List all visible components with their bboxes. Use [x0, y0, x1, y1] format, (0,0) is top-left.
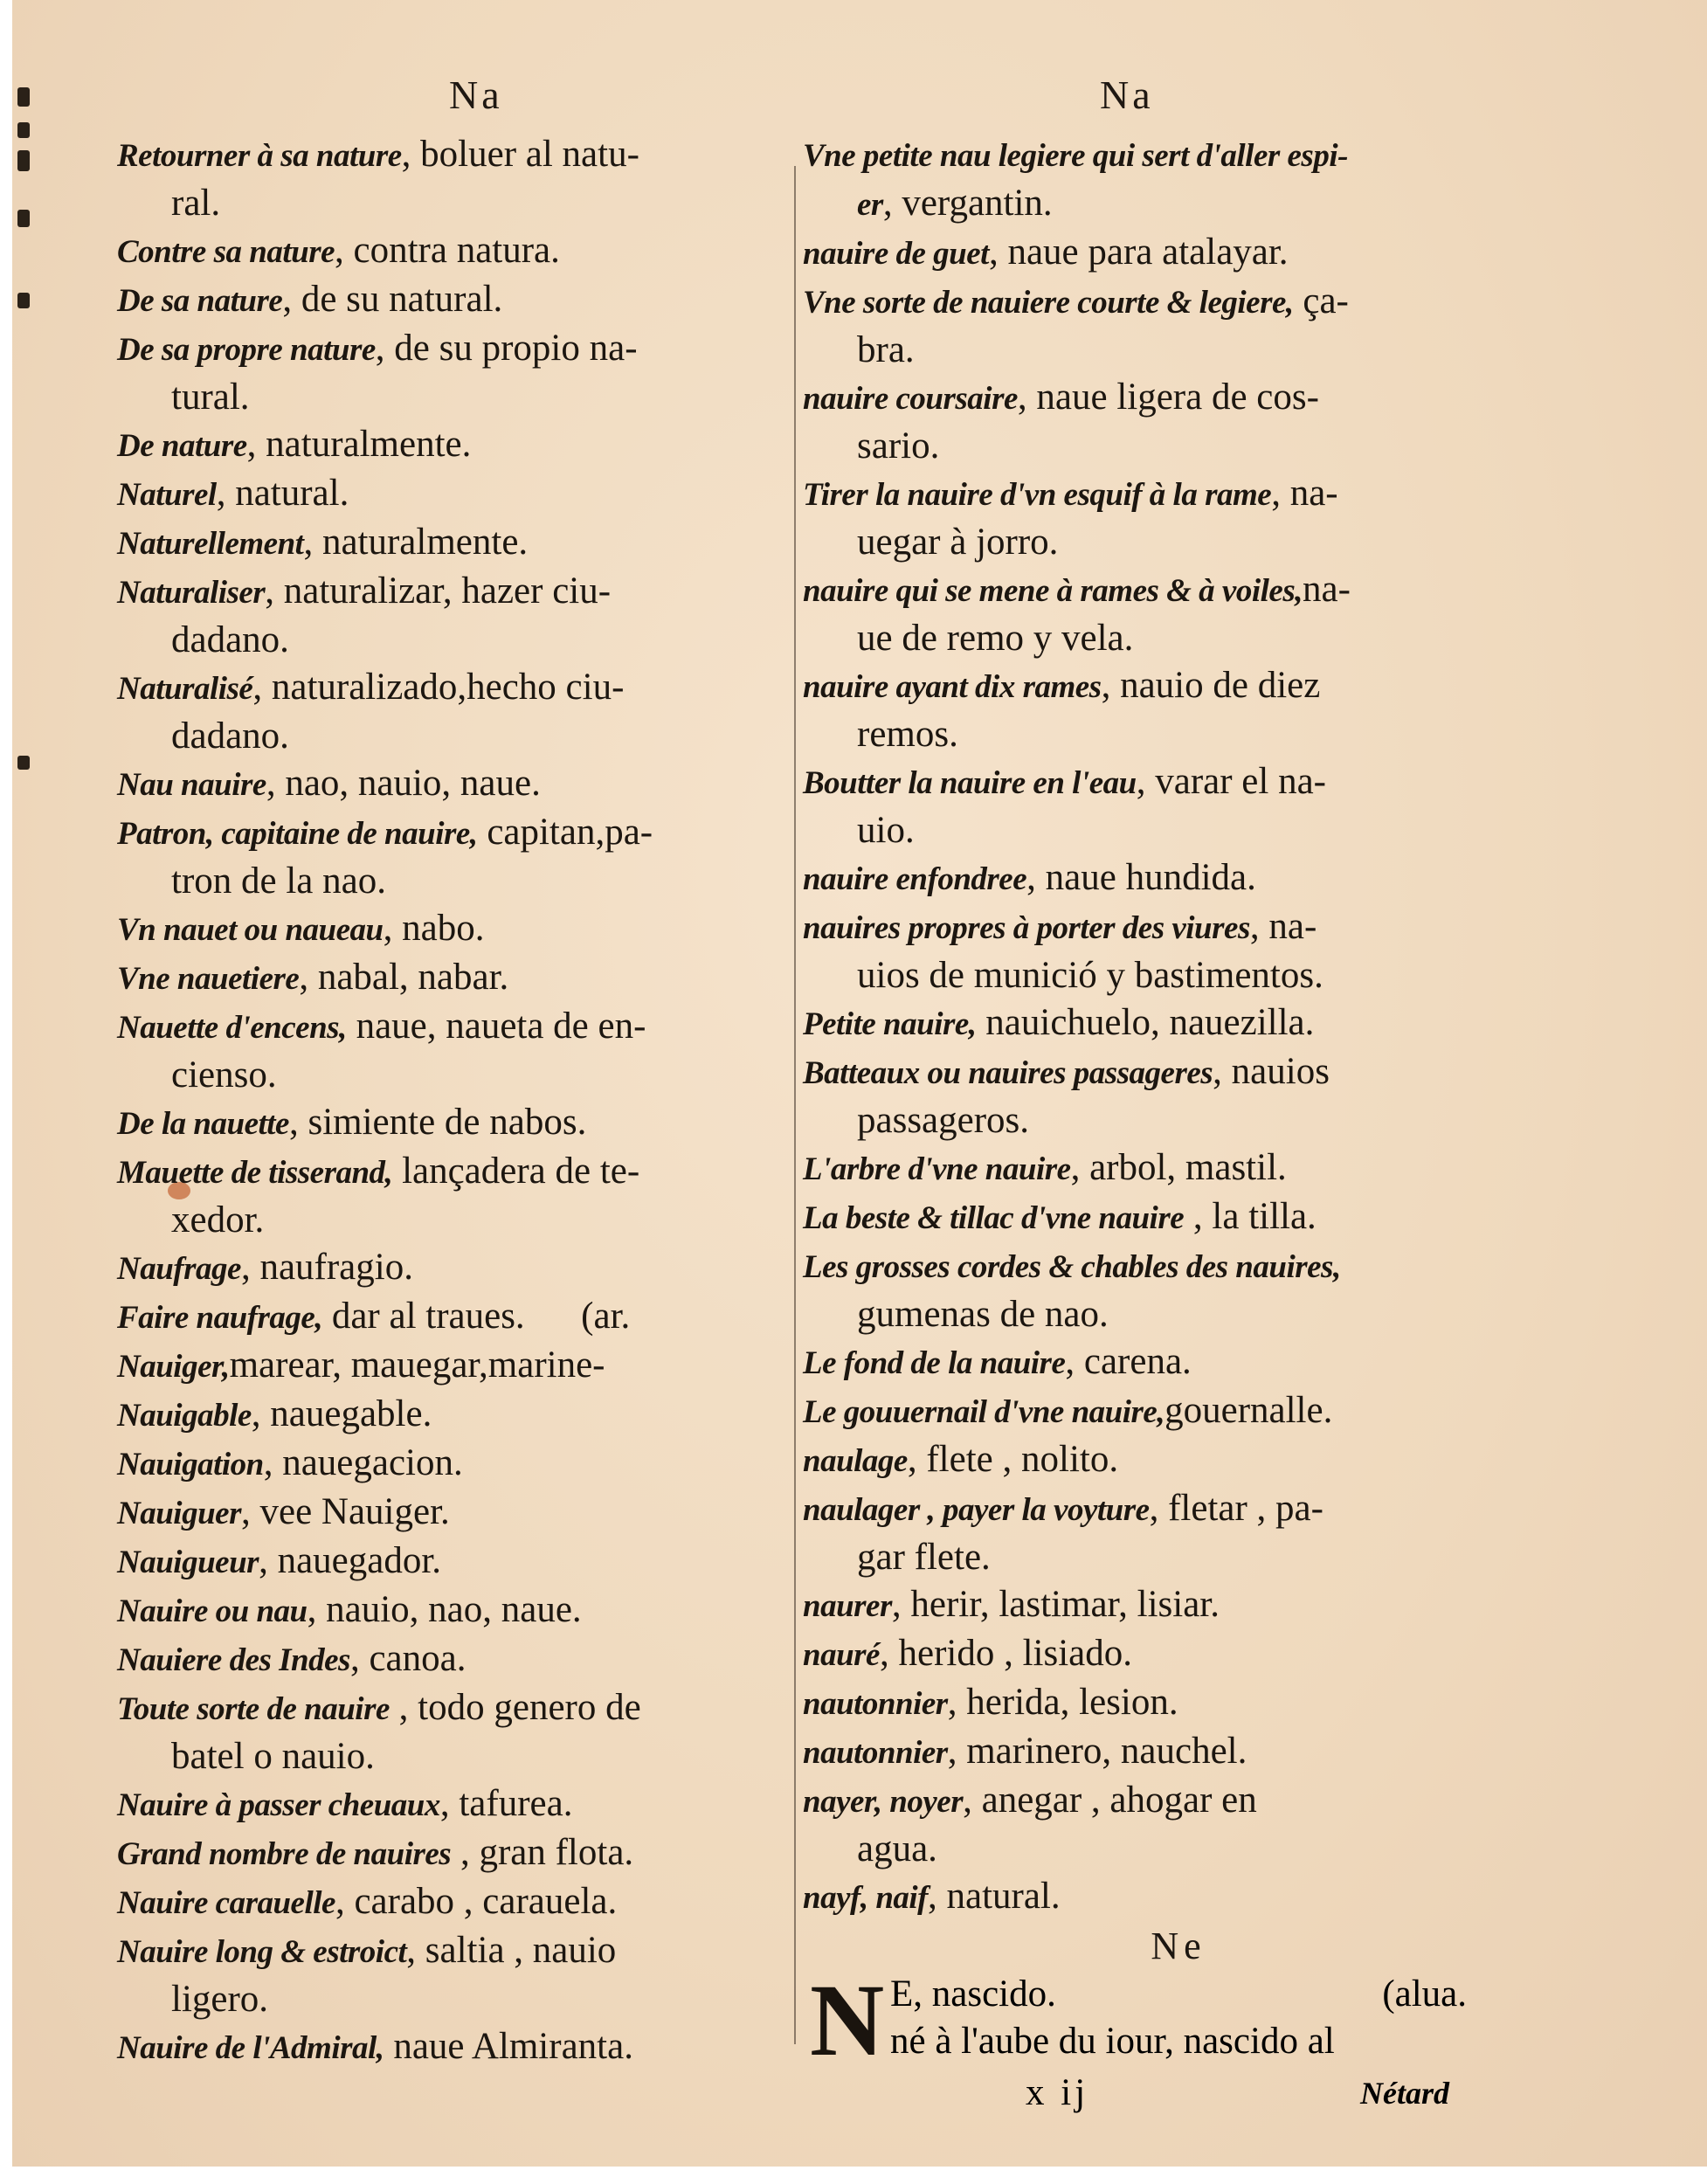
headword: Vn nauet ou naueau	[117, 912, 384, 948]
headword: L'arbre d'vne nauire	[803, 1151, 1071, 1187]
headword: nauire enfondree	[803, 861, 1027, 897]
headword: Patron, capitaine de nauire,	[117, 816, 478, 852]
translation: naue Almiranta.	[384, 2026, 633, 2067]
headword: Faire naufrage,	[117, 1300, 323, 1336]
column-separator	[794, 166, 796, 2044]
dictionary-entry	[117, 1391, 781, 1440]
headword: Toute sorte de nauire	[117, 1691, 390, 1727]
headword: nauires propres à porter des viures	[803, 910, 1250, 946]
translation: , marinero, nauchel.	[947, 1731, 1247, 1772]
right-running-head: Na	[1100, 73, 1154, 117]
dictionary-entry	[803, 1485, 1484, 1581]
left-entries	[117, 131, 781, 2072]
headword: Batteaux ou nauires passageres	[803, 1055, 1213, 1091]
translation: , nauegador.	[259, 1540, 442, 1581]
dictionary-entry	[803, 131, 1484, 229]
translation: , naturalizar, hazer ciu-	[265, 570, 612, 612]
section-heading: Ne	[1151, 1925, 1206, 1967]
translation: , herir, lastimar, lisiar.	[891, 1584, 1220, 1625]
dictionary-entry	[117, 1586, 781, 1635]
translation: lançadera de te-	[392, 1151, 640, 1192]
dictionary-entry	[117, 1244, 781, 1293]
headword: Le gouuernail d'vne nauire,	[803, 1394, 1165, 1430]
dictionary-entry	[117, 1780, 781, 1829]
translation: naue, naueta de en-	[346, 1006, 646, 1047]
headword: Nauigation	[117, 1447, 264, 1482]
continuation: agua.	[857, 1828, 937, 1870]
translation: , naue ligera de cos-	[1017, 377, 1319, 418]
translation: , herida, lesion.	[947, 1682, 1178, 1723]
right-entries	[803, 131, 1484, 2118]
headword: Nauigueur	[117, 1545, 259, 1580]
dictionary-entry	[803, 1728, 1484, 1777]
continuation: xedor.	[171, 1199, 265, 1241]
dictionary-entry	[117, 1878, 781, 1927]
headword: Les grosses cordes & chables des nauires,	[803, 1249, 1341, 1285]
dictionary-entry	[803, 1873, 1484, 1922]
translation: , varar el na-	[1136, 761, 1326, 802]
continuation: cienso.	[171, 1054, 277, 1095]
continuation: remos.	[857, 714, 958, 755]
gutter-edge-marks	[12, 0, 47, 786]
headword: De la nauette	[117, 1106, 289, 1142]
headword: nayer, noyer	[803, 1784, 964, 1820]
dictionary-entry	[803, 1387, 1484, 1436]
continuation: tron de la nao.	[171, 860, 386, 902]
translation: , de su natural.	[282, 279, 503, 320]
headword: De sa propre nature	[117, 332, 376, 368]
headword: Retourner à sa nature	[117, 138, 402, 174]
translation: nascido al	[1173, 2021, 1335, 2062]
headword: Grand nombre de nauires	[117, 1836, 452, 1872]
headword: Naufrage	[117, 1251, 241, 1287]
dictionary-entry	[803, 1048, 1484, 1144]
translation: , naturalizado,hecho ciu-	[252, 667, 625, 708]
continuation: batel o nauio.	[171, 1736, 375, 1777]
dictionary-entry	[803, 374, 1484, 470]
headword: Boutter la nauire en l'eau	[803, 765, 1137, 801]
translation: , flete , nolito.	[907, 1439, 1119, 1480]
headword: Nauire long & estroict	[117, 1934, 407, 1970]
headword: naulage	[803, 1443, 908, 1479]
continuation: passageros.	[857, 1100, 1030, 1141]
translation: , nauio de diez	[1101, 665, 1321, 706]
headword: nautonnier	[803, 1686, 948, 1722]
translation: , canoa.	[349, 1638, 466, 1679]
headword: Nauiger,	[117, 1349, 230, 1385]
translation: , nao, nauio, naue.	[266, 763, 541, 804]
continuation: uegar à jorro.	[857, 522, 1059, 563]
headword: né à l'aube du iour,	[890, 2021, 1174, 2062]
entry-text: E, nascido.	[890, 1973, 1056, 2015]
continuation: gumenas de nao.	[857, 1294, 1109, 1335]
dictionary-entry	[117, 954, 781, 1003]
translation: , natural.	[928, 1876, 1061, 1917]
translation: , carena.	[1065, 1341, 1192, 1382]
dictionary-entry	[803, 903, 1484, 999]
continuation: tural.	[171, 377, 250, 418]
translation: , naufragio.	[240, 1247, 413, 1288]
continuation: ue de remo y vela.	[857, 618, 1134, 659]
dictionary-entry	[117, 664, 781, 760]
dictionary-entry	[803, 1436, 1484, 1485]
translation: , tafurea.	[439, 1783, 573, 1824]
dictionary-entry	[803, 1242, 1484, 1338]
headword: Naturalisé	[117, 671, 253, 707]
headword: Nauire de l'Admiral,	[117, 2030, 384, 2066]
dictionary-entry	[803, 1144, 1484, 1193]
headword: nauire coursaire	[803, 381, 1018, 417]
dictionary-entry	[117, 2023, 781, 2072]
headword: Petite nauire,	[803, 1006, 977, 1042]
headword: Contre sa nature	[117, 234, 335, 270]
dictionary-entry	[117, 1635, 781, 1684]
headword: Naturaliser	[117, 575, 266, 611]
translation: , fletar , pa-	[1149, 1488, 1323, 1529]
translation: , carabo , carauela.	[335, 1881, 618, 1922]
continuation: ral.	[171, 183, 221, 224]
headword: De sa nature	[117, 283, 283, 319]
signature-mark: x ij	[1026, 2072, 1089, 2113]
dictionary-entry	[117, 1003, 781, 1099]
translation: , la tilla.	[1184, 1196, 1317, 1237]
translation: ça-	[1293, 280, 1349, 321]
dictionary-entry	[117, 1099, 781, 1148]
continuation: dadano.	[171, 715, 289, 757]
headword: Nauire carauelle	[117, 1885, 335, 1921]
dictionary-entry	[117, 1342, 781, 1391]
translation: na-	[1302, 569, 1351, 610]
translation: capitan,pa-	[477, 812, 653, 853]
dictionary-entry	[803, 1679, 1484, 1728]
translation: , vergantin.	[882, 183, 1053, 224]
headword: naurer	[803, 1588, 892, 1624]
dictionary-entry	[803, 1777, 1484, 1873]
translation: , arbol, mastil.	[1070, 1147, 1287, 1188]
dictionary-entry	[890, 2018, 1467, 2065]
translation: , de su propio na-	[375, 328, 638, 369]
dictionary-entry	[890, 1971, 1467, 2018]
translation: , na-	[1249, 906, 1317, 947]
continuation: ligero.	[171, 1979, 269, 2020]
dictionary-entry	[803, 1581, 1484, 1630]
headword: Naturel	[117, 477, 217, 513]
dictionary-entry	[117, 905, 781, 954]
translation: , nabo.	[383, 908, 485, 949]
translation: , vee Nauiger.	[240, 1491, 450, 1532]
translation: , contra natura.	[335, 230, 560, 271]
dictionary-entry	[117, 1829, 781, 1878]
headword: Vne sorte de nauiere courte & legiere,	[803, 285, 1294, 321]
headword: nauire qui se mene à rames & à voiles,	[803, 573, 1303, 609]
translation: gouernalle.	[1164, 1390, 1333, 1431]
headword: Vne petite nau legiere qui sert d'aller espi-	[803, 138, 1348, 174]
translation: , boluer al natu-	[401, 134, 639, 175]
dictionary-entry	[117, 325, 781, 421]
translation: , na-	[1271, 473, 1338, 514]
dictionary-entry	[117, 1293, 781, 1342]
dictionary-entry	[117, 1927, 781, 2023]
translation: , herido , lisiado.	[879, 1633, 1132, 1674]
headword: Le fond de la nauire	[803, 1345, 1066, 1381]
translation: , natural.	[216, 473, 349, 514]
dictionary-entry	[803, 1193, 1484, 1242]
book-page	[12, 0, 1707, 2167]
ne-section-start	[803, 1963, 1484, 2077]
translation: , gran flota.	[451, 1832, 634, 1873]
translation: nauichuelo, nauezilla.	[976, 1002, 1315, 1043]
headword: Nauire ou nau	[117, 1593, 308, 1629]
headword: Nauette d'encens,	[117, 1010, 347, 1046]
translation: , nauegable.	[251, 1393, 432, 1434]
headword: nautonnier	[803, 1735, 948, 1771]
dictionary-entry	[803, 662, 1484, 758]
dictionary-entry	[117, 227, 781, 276]
translation: , nabal, nabar.	[299, 957, 509, 998]
headword: Vne nauetiere	[117, 961, 300, 997]
dictionary-entry	[117, 1440, 781, 1489]
headword: La beste & tillac d'vne nauire	[803, 1200, 1185, 1236]
left-running-head: Na	[449, 73, 503, 117]
translation: , nauio, nao, naue.	[307, 1589, 582, 1630]
translation: , naturalmente.	[303, 522, 529, 563]
dictionary-entry	[803, 854, 1484, 903]
dictionary-entry	[117, 568, 781, 664]
translation: , simiente de nabos.	[288, 1102, 587, 1143]
continuation: dadano.	[171, 619, 289, 660]
translation: dar al traues. (ar.	[322, 1296, 631, 1337]
continuation: uio.	[857, 810, 915, 851]
dictionary-entry	[803, 278, 1484, 374]
continuation	[803, 180, 1484, 229]
dictionary-entry	[803, 470, 1484, 566]
dictionary-entry	[803, 229, 1484, 278]
headword: De nature	[117, 428, 247, 464]
headword: nauire de guet	[803, 236, 989, 272]
headword: Tirer la nauire d'vn esquif à la rame	[803, 477, 1272, 513]
translation: , nauios	[1213, 1051, 1330, 1092]
translation: , naturalmente.	[246, 424, 472, 465]
dictionary-entry	[117, 1489, 781, 1538]
dictionary-entry	[117, 760, 781, 809]
dictionary-entry	[117, 1148, 781, 1244]
headword-continuation: er	[857, 187, 883, 223]
dictionary-entry	[803, 566, 1484, 662]
dictionary-entry	[117, 809, 781, 905]
continuation: gar flete.	[857, 1537, 991, 1578]
headword: Nauire à passer cheuaux	[117, 1787, 440, 1823]
decorative-initial: N	[810, 1963, 885, 2077]
dictionary-entry	[803, 758, 1484, 854]
translation: , anegar , ahogar en	[963, 1780, 1257, 1821]
headword: Nau nauire	[117, 767, 266, 803]
dictionary-entry	[117, 470, 781, 519]
catchword: Nétard	[1360, 2076, 1449, 2111]
dictionary-entry	[117, 276, 781, 325]
dictionary-entry	[117, 1684, 781, 1780]
headword: Mauette de tisserand,	[117, 1155, 393, 1191]
dictionary-entry	[117, 519, 781, 568]
translation: marear, mauegar,marine-	[229, 1344, 605, 1386]
headword: Nauiere des Indes	[117, 1642, 350, 1678]
dictionary-entry	[803, 1338, 1484, 1387]
dictionary-entry	[803, 999, 1484, 1048]
headword: nauire ayant dix rames	[803, 669, 1102, 705]
headword: Nauigable	[117, 1398, 252, 1434]
headword: nayf, naif	[803, 1880, 928, 1916]
translation: , todo genero de	[389, 1687, 641, 1728]
headword: Nauiguer	[117, 1496, 241, 1531]
headword: naulager , payer la voyture	[803, 1492, 1150, 1528]
translation: , saltia , nauio	[406, 1930, 617, 1971]
headword: Naturellement	[117, 526, 304, 562]
dictionary-entry	[117, 131, 781, 227]
translation: , naue para atalayar.	[988, 232, 1289, 273]
continuation: uios de munició y bastimentos.	[857, 955, 1323, 996]
page-footer	[803, 2069, 1484, 2118]
dictionary-entry	[803, 1630, 1484, 1679]
translation: , naue hundida.	[1026, 857, 1256, 898]
continuation: bra.	[857, 329, 915, 370]
headword: nauré	[803, 1637, 880, 1673]
continuation: sario.	[857, 425, 940, 467]
dictionary-entry	[117, 1538, 781, 1586]
translation: , nauegacion.	[263, 1442, 463, 1483]
dictionary-entry	[117, 421, 781, 470]
overflow-text: (alua.	[1382, 1973, 1467, 2015]
